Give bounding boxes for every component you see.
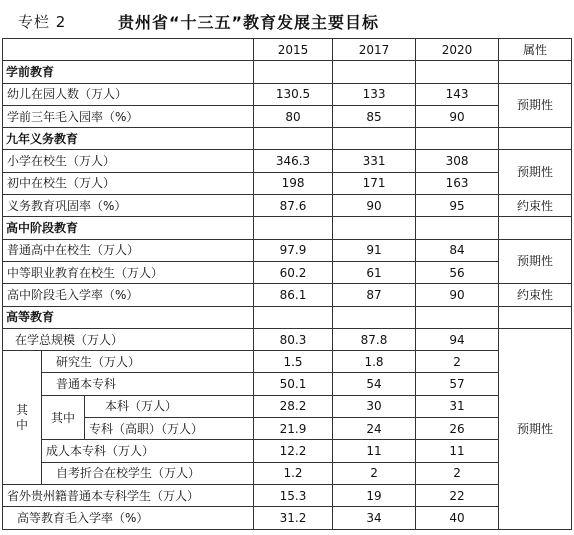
value-2015: 12.2 bbox=[254, 440, 333, 462]
education-targets-table bbox=[2, 38, 572, 530]
value-2017: 11 bbox=[333, 440, 416, 462]
header-blank-cell bbox=[3, 39, 254, 61]
attribute-cell: 预期性 bbox=[499, 239, 572, 284]
row-label: 幼儿在园人数（万人） bbox=[3, 83, 254, 105]
column-number-label: 专栏 2 bbox=[18, 13, 67, 31]
value-2020: 84 bbox=[416, 239, 499, 261]
value-2017: 87.8 bbox=[333, 328, 416, 350]
row-label: 本科（万人） bbox=[85, 395, 254, 417]
value-2015: 31.2 bbox=[254, 507, 333, 529]
value-2020: 90 bbox=[416, 284, 499, 306]
attribute-cell: 预期性 bbox=[499, 83, 572, 128]
value-2020: 90 bbox=[416, 105, 499, 127]
value-2017: 90 bbox=[333, 195, 416, 217]
value-2020: 57 bbox=[416, 373, 499, 395]
value-2020: 94 bbox=[416, 328, 499, 350]
value-2015: 50.1 bbox=[254, 373, 333, 395]
table-row bbox=[3, 195, 572, 217]
value-2017: 1.8 bbox=[333, 351, 416, 373]
row-label: 专科（高职）（万人） bbox=[85, 418, 254, 440]
value-2020: 143 bbox=[416, 83, 499, 105]
value-2017: 2 bbox=[333, 462, 416, 484]
section-row bbox=[3, 61, 572, 83]
value-2015: 80.3 bbox=[254, 328, 333, 350]
value-2017: 87 bbox=[333, 284, 416, 306]
table-row bbox=[3, 83, 572, 105]
attribute-cell: 约束性 bbox=[499, 195, 572, 217]
header-2015: 2015 bbox=[254, 39, 333, 61]
attribute-cell: 约束性 bbox=[499, 284, 572, 306]
attribute-cell: 预期性 bbox=[499, 150, 572, 195]
row-label: 成人本专科（万人） bbox=[42, 440, 254, 462]
table-row bbox=[3, 418, 572, 440]
value-2017: 91 bbox=[333, 239, 416, 261]
value-2020: 26 bbox=[416, 418, 499, 440]
value-2017: 61 bbox=[333, 261, 416, 283]
row-label: 初中在校生（万人） bbox=[3, 172, 254, 194]
sub-group-label-qizhong: 其中 bbox=[42, 395, 85, 440]
table-row bbox=[3, 440, 572, 462]
value-2017: 171 bbox=[333, 172, 416, 194]
value-2017: 30 bbox=[333, 395, 416, 417]
value-2015: 1.2 bbox=[254, 462, 333, 484]
value-2020: 31 bbox=[416, 395, 499, 417]
table-title: 贵州省“十三五”教育发展主要目标 bbox=[118, 13, 380, 32]
row-label: 高等教育毛入学率（%） bbox=[3, 507, 254, 529]
table-row bbox=[3, 462, 572, 484]
section-title-highschool: 高中阶段教育 bbox=[3, 217, 254, 239]
table-row bbox=[3, 105, 572, 127]
value-2015: 87.6 bbox=[254, 195, 333, 217]
table-row bbox=[3, 484, 572, 506]
value-2017: 24 bbox=[333, 418, 416, 440]
row-label: 在学总规模（万人） bbox=[3, 328, 254, 350]
header-2017: 2017 bbox=[333, 39, 416, 61]
value-2020: 308 bbox=[416, 150, 499, 172]
value-2015: 130.5 bbox=[254, 83, 333, 105]
table-row bbox=[3, 328, 572, 350]
value-2015: 198 bbox=[254, 172, 333, 194]
table-row bbox=[3, 150, 572, 172]
header-row bbox=[3, 39, 572, 61]
section-row bbox=[3, 128, 572, 150]
row-label: 省外贵州籍普通本专科学生（万人） bbox=[3, 484, 254, 506]
row-label: 高中阶段毛入学率（%） bbox=[3, 284, 254, 306]
value-2017: 54 bbox=[333, 373, 416, 395]
row-label: 自考折合在校学生（万人） bbox=[42, 462, 254, 484]
value-2020: 2 bbox=[416, 462, 499, 484]
value-2020: 2 bbox=[416, 351, 499, 373]
table-row bbox=[3, 507, 572, 529]
row-label: 小学在校生（万人） bbox=[3, 150, 254, 172]
section-title-preschool: 学前教育 bbox=[3, 61, 254, 83]
value-2017: 34 bbox=[333, 507, 416, 529]
value-2020: 40 bbox=[416, 507, 499, 529]
table-row bbox=[3, 284, 572, 306]
value-2015: 60.2 bbox=[254, 261, 333, 283]
table-title-bar bbox=[0, 0, 574, 38]
section-row bbox=[3, 217, 572, 239]
value-2015: 97.9 bbox=[254, 239, 333, 261]
table-row bbox=[3, 395, 572, 417]
table-row bbox=[3, 239, 572, 261]
value-2015: 80 bbox=[254, 105, 333, 127]
section-row bbox=[3, 306, 572, 328]
header-2020: 2020 bbox=[416, 39, 499, 61]
row-label: 义务教育巩固率（%） bbox=[3, 195, 254, 217]
value-2015: 86.1 bbox=[254, 284, 333, 306]
value-2015: 1.5 bbox=[254, 351, 333, 373]
value-2017: 133 bbox=[333, 83, 416, 105]
value-2015: 28.2 bbox=[254, 395, 333, 417]
value-2017: 85 bbox=[333, 105, 416, 127]
row-label: 中等职业教育在校生（万人） bbox=[3, 261, 254, 283]
section-title-compulsory: 九年义务教育 bbox=[3, 128, 254, 150]
table-row bbox=[3, 261, 572, 283]
value-2015: 15.3 bbox=[254, 484, 333, 506]
value-2020: 11 bbox=[416, 440, 499, 462]
table-row bbox=[3, 351, 572, 373]
attribute-cell: 预期性 bbox=[499, 328, 572, 529]
value-2020: 56 bbox=[416, 261, 499, 283]
row-label: 普通本专科 bbox=[42, 373, 254, 395]
table-row bbox=[3, 373, 572, 395]
value-2017: 19 bbox=[333, 484, 416, 506]
value-2015: 21.9 bbox=[254, 418, 333, 440]
header-attribute: 属性 bbox=[499, 39, 572, 61]
table-row bbox=[3, 172, 572, 194]
group-label-qizhong: 其 中 bbox=[3, 351, 42, 485]
row-label: 普通高中在校生（万人） bbox=[3, 239, 254, 261]
value-2020: 95 bbox=[416, 195, 499, 217]
value-2020: 163 bbox=[416, 172, 499, 194]
section-title-higher: 高等教育 bbox=[3, 306, 254, 328]
value-2015: 346.3 bbox=[254, 150, 333, 172]
value-2020: 22 bbox=[416, 484, 499, 506]
row-label: 研究生（万人） bbox=[42, 351, 254, 373]
value-2017: 331 bbox=[333, 150, 416, 172]
row-label: 学前三年毛入园率（%） bbox=[3, 105, 254, 127]
